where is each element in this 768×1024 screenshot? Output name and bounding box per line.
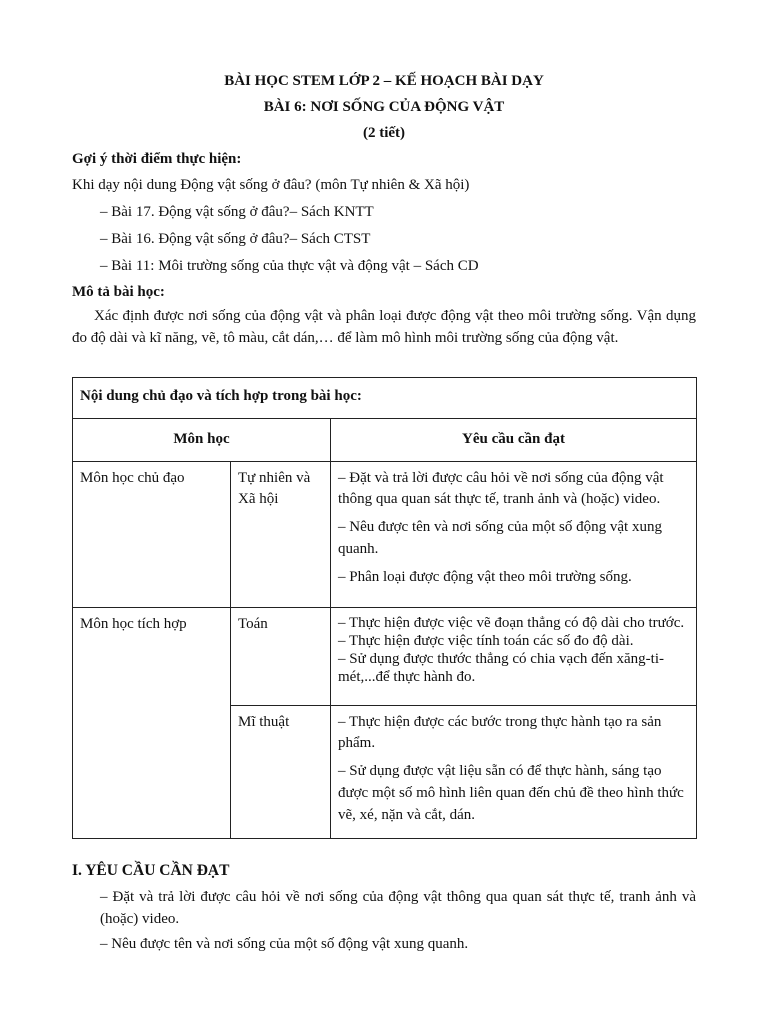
art-subject-name: Mĩ thuật (231, 705, 331, 839)
requirement-item: – Phân loại được động vật theo môi trường sống. (338, 568, 632, 585)
requirement-item: – Đặt và trả lời được câu hỏi về nơi sống của động vật thông qua quan sát thực tế, tranh ảnh và (hoặc) video. (338, 469, 664, 508)
description-heading: Mô tả bài học: (72, 284, 165, 300)
requirement-item: – Sử dụng được vật liệu sẵn có để thực hành, sáng tạo được một số mô hình liên quan đến chủ đề theo hình thức vẽ, xé, nặn và cắt, dán. (338, 763, 684, 823)
description-text: Xác định được nơi sống của động vật và phân loại được động vật theo môi trường sống. Vận dụng đo độ dài và kĩ năng, vẽ, tô màu, cắt dán,… để làm mô hình môi trường sống của động vật. (72, 308, 696, 346)
section-item: – Đặt và trả lời được câu hỏi về nơi sống của động vật thông qua quan sát thực tế, tranh ảnh và (hoặc) video. (100, 889, 696, 927)
table-lead-row (73, 378, 697, 419)
lesson-title: BÀI 6: NƠI SỐNG CỦA ĐỘNG VẬT (263, 99, 505, 115)
art-requirements (331, 705, 697, 839)
table-lead: Nội dung chủ đạo và tích hợp trong bài học: (73, 378, 697, 419)
table-row (73, 461, 697, 607)
requirement-item: – Thực hiện được việc tính toán các số đo độ dài. (338, 632, 634, 649)
requirement-item: – Thực hiện được các bước trong thực hành tạo ra sản phẩm. (338, 713, 662, 752)
main-requirements (331, 461, 697, 607)
main-subject-label: Môn học chủ đạo (73, 461, 231, 607)
section-item: – Nêu được tên và nơi sống của một số động vật xung quanh. (100, 936, 469, 952)
timing-heading: Gợi ý thời điểm thực hiện: (72, 151, 242, 167)
math-subject-name: Toán (231, 607, 331, 705)
timing-intro: Khi dạy nội dung Động vật sống ở đâu? (môn Tự nhiên & Xã hội) (72, 177, 470, 193)
document-title: BÀI HỌC STEM LỚP 2 – KẾ HOẠCH BÀI DẠY (224, 73, 544, 89)
timing-item: – Bài 11: Môi trường sống của thực vật và động vật – Sách CD (100, 258, 479, 274)
table-row (73, 607, 697, 705)
section-heading: I. YÊU CẦU CẦN ĐẠT (72, 862, 230, 879)
header-requirement: Yêu cầu cần đạt (331, 418, 697, 461)
header-subject: Môn học (73, 418, 331, 461)
table-header-row (73, 418, 697, 461)
lesson-periods: (2 tiết) (362, 125, 406, 141)
requirement-item: – Nêu được tên và nơi sống của một số động vật xung quanh. (338, 519, 662, 557)
math-requirements (331, 607, 697, 705)
integrated-subject-label: Môn học tích hợp (73, 607, 231, 839)
requirement-item: – Sử dụng được thước thẳng có chia vạch đến xăng-ti-mét,...để thực hành đo. (338, 650, 665, 685)
subject-table (72, 377, 697, 839)
timing-item: – Bài 17. Động vật sống ở đâu?– Sách KNTT (100, 204, 374, 220)
timing-item: – Bài 16. Động vật sống ở đâu?– Sách CTST (100, 231, 371, 247)
main-subject-name: Tự nhiên và Xã hội (231, 461, 331, 607)
requirement-item: – Thực hiện được việc vẽ đoạn thẳng có độ dài cho trước. (338, 614, 685, 631)
